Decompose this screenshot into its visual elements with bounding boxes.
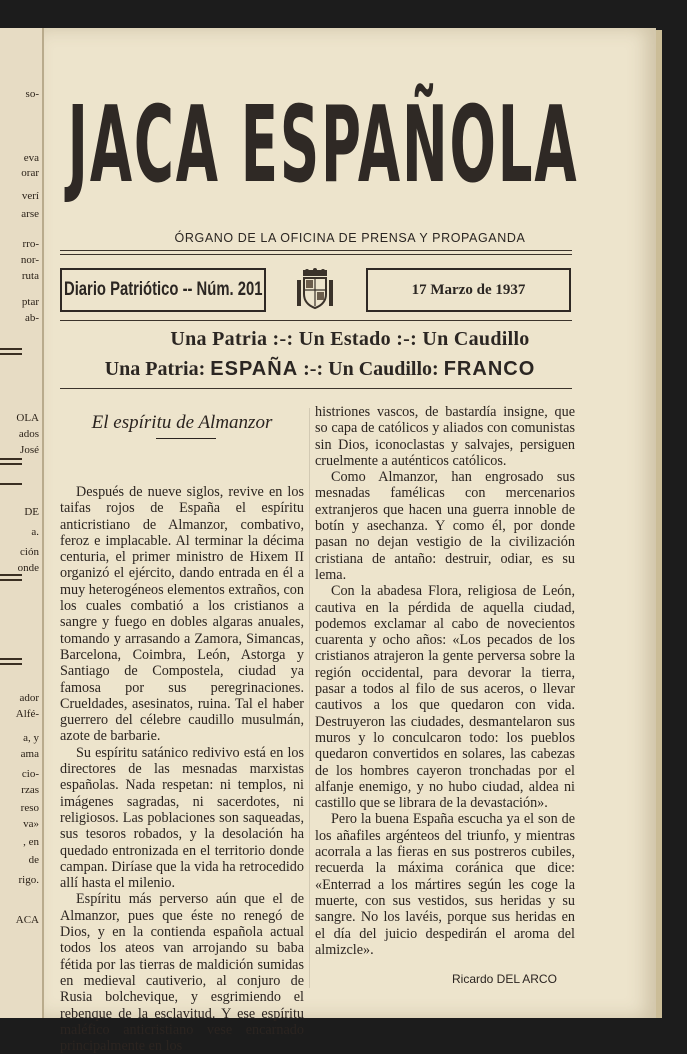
prev-page-fragment: onde — [17, 562, 39, 574]
motto-franco: FRANCO — [443, 358, 536, 380]
coat-of-arms-icon — [295, 268, 335, 310]
prev-page-rule — [0, 348, 22, 355]
rule-motto — [60, 388, 572, 389]
article-column-right — [315, 404, 575, 958]
prev-page-fragment: ptar — [21, 296, 39, 308]
prev-page-fragment: arse — [21, 208, 39, 220]
article-column-left — [60, 484, 304, 1054]
prev-page-rule — [0, 574, 22, 581]
prev-page-fragment: ruta — [21, 270, 39, 282]
rule-top-2 — [60, 254, 572, 255]
newspaper-page — [44, 28, 656, 1054]
prev-page-fragment: DE — [24, 506, 39, 518]
prev-page-fragment: ados — [18, 428, 39, 440]
prev-page-fragment: de — [28, 854, 39, 866]
paragraph: Pero la buena España escucha ya el son de los añafiles argénteos del triunfo, y mientras acorrala a las fieras en sus postreros cubiles, recuerda la máxima coránica que dice: «Enterrad a los mártires según les coge la muerte, con sus vestidos, sus heridas y su sangre. No los lavéis, porque sus heridas en el día del juicio despedirán el aroma del almizcle». — [315, 811, 575, 958]
column-divider — [309, 408, 310, 988]
masthead-subtitle: ÓRGANO DE LA OFICINA DE PRENSA Y PROPAGANDA — [174, 231, 526, 245]
prev-page-fragment: verí — [21, 190, 39, 202]
prev-page-fragment: eva — [23, 152, 39, 164]
prev-page-fragment: ción — [20, 546, 39, 558]
previous-page-edge — [0, 28, 44, 1018]
prev-page-fragment: reso — [20, 802, 39, 814]
issue-box — [60, 268, 266, 312]
paragraph: Después de nueve siglos, revive en los taifas rojos de España el espíritu anticristiano de Almanzor, combativo, feroz e implacable. Al terminar la décima centuria, el primer ministro de Hixem II organizó el ejército, dando entrada en él a muy heterogéneos elementos extraños, con los cuales combatió a los cristianos a sangre y fuego en dobles algaras anuales, tomando y arrasando a Zamora, Simancas, Barcelona, Coimbra, León, Astorga y Santiago de Compostela, ciudad ya famosa por sus peregrinaciones. Crueldades, asesinatos, ruina. Tal el haber guerrero del célebre caudillo musulmán, azote de barbarie. — [60, 484, 304, 745]
motto-line-2a: Una Patria: — [104, 358, 211, 380]
prev-page-rule — [0, 658, 22, 665]
motto-line-1: Una Patria :-: Un Estado :-: Un Caudillo — [170, 328, 530, 350]
prev-page-fragment: rigo. — [18, 874, 39, 886]
title-underline — [156, 438, 216, 439]
issue-date: 17 Marzo de 1937 — [411, 281, 526, 298]
date-box — [366, 268, 571, 312]
motto-line-2c: :-: Un Caudillo: — [298, 358, 444, 380]
motto-espana: ESPAÑA — [210, 358, 299, 380]
paragraph: Su espíritu satánico redivivo está en los directores de las mesnadas marxistas españolas. Nada respetan: ni templos, ni imágenes sagradas, ni sacerdotes, ni religiosos. Las poblaciones son saqueadas, sus tesoros robados, y la desolación ha quedado entronizada en el territorio donde campan. Diríase que la vida ha retrocedido allí hasta el milenio. — [60, 744, 304, 892]
paragraph: Espíritu más perverso aún que el de Almanzor, pues que éste no renegó de Dios, y en la contienda española actual todos los ateos van arrojando su baba fétida por las tierras de maldición sumidas en medieval cautiverio, al conjuro de Rusia bolchevique, y esgrimiendo el rebenque de la esclavitud. Y ese espíritu maléfico anticristiano vese encarnado principalmente en los — [60, 891, 304, 1054]
rule-top — [60, 250, 572, 251]
page-edge — [656, 30, 662, 1018]
prev-page-fragment: ador — [19, 692, 39, 704]
prev-page-rule — [0, 458, 22, 465]
prev-page-fragment: va» — [23, 818, 39, 830]
paragraph: Con la abadesa Flora, religiosa de León, cautiva en la pérdida de aquella ciudad, podemos exclamar al cabo de novecientos cuarenta y ocho años: «Los pecados de los cristianos atrajeron la gente perversa sobre la región occidental, para devorar la tierra, pasar a todos al filo de sus aceros, o llevar cautivos a los que quedaron con vida. Destruyeron las ciudades, desmantelaron sus muros y lo conculcaron todo: los pueblos quedaron convertidos en solares, las cabezas de los hombres cayeron tronchadas por el alfanje enemigo, y no hubo ciudad, aldea ni castillo que se librara de la devastación». — [315, 583, 575, 812]
prev-page-fragment: Alfé- — [15, 708, 39, 720]
prev-page-fragment: orar — [21, 167, 39, 179]
author-signature: Ricardo DEL ARCO — [452, 972, 557, 986]
prev-page-fragment: ama — [20, 748, 39, 760]
prev-page-rule — [0, 483, 22, 485]
paragraph: Como Almanzor, han engrosado sus mesnadas famélicas con mercenarios extranjeros que hacen una guerra innoble de botín y asechanza. Y como él, por donde pasan no dejan vestigio de la civilización cristiana de antaño: destruir, odiar, es su lema. — [315, 469, 575, 583]
prev-page-fragment: OLA — [16, 412, 39, 424]
motto-line-2 — [60, 358, 580, 381]
article-title: El espíritu de Almanzor — [91, 412, 273, 433]
prev-page-fragment: , en — [23, 836, 39, 848]
prev-page-fragment: rro- — [22, 238, 39, 250]
prev-page-fragment: José — [20, 444, 39, 456]
paragraph: histriones vascos, de bastardía insigne, que so capa de católicos y aliados con comunistas sin Dios, iconoclastas y salvajes, persiguen cruelmente a auténticos católicos. — [315, 404, 575, 469]
prev-page-fragment: ab- — [24, 312, 39, 324]
rule-mid — [60, 320, 572, 321]
prev-page-fragment: ACA — [15, 914, 39, 926]
prev-page-fragment: so- — [25, 88, 39, 100]
prev-page-fragment: rzas — [21, 784, 39, 796]
prev-page-fragment: nor- — [20, 254, 39, 266]
prev-page-fragment: a, y — [23, 732, 39, 744]
masthead-title: JACA ESPAÑOLA — [67, 82, 579, 206]
prev-page-fragment: cio- — [21, 768, 39, 780]
issue-number: Diario Patriótico -- Núm. 201 — [63, 279, 263, 300]
prev-page-fragment: a. — [31, 526, 39, 538]
